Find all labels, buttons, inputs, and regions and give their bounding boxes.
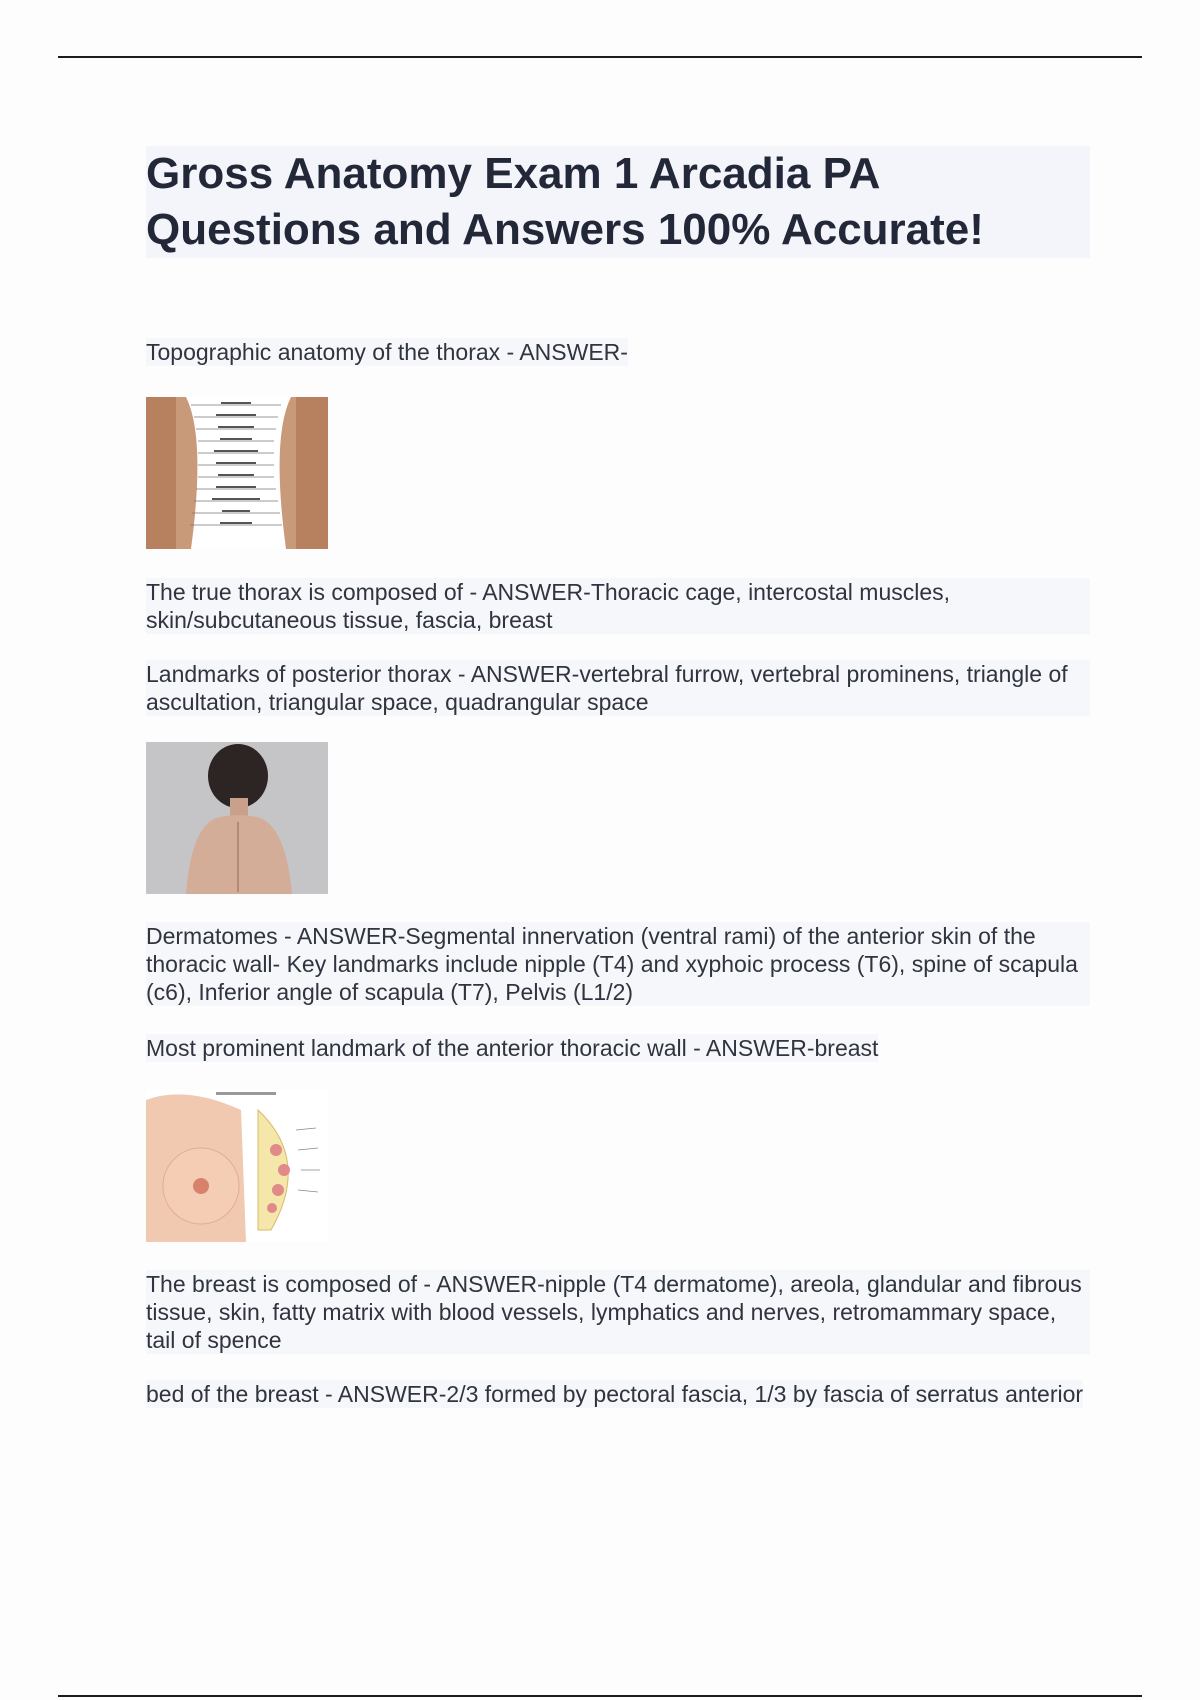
posterior-thorax-image [146,742,328,894]
qa-item [146,338,1090,366]
qa-item [146,1270,1090,1354]
qa-item [146,1034,1090,1062]
bottom-rule [58,1695,1142,1697]
qa-text: Dermatomes - ANSWER-Segmental innervation (ventral rami) of the anterior skin of the thoracic wall- Key landmarks include nipple (T4) and xyphoic process (T6), spine of scapula (c6), Inferior angle of scapula (T7), Pelvis (L1/2) [146,922,1090,1006]
top-rule [58,56,1142,58]
qa-item [146,660,1090,716]
qa-text: The breast is composed of - ANSWER-nipple (T4 dermatome), areola, glandular and fibrous tissue, skin, fatty matrix with blood vessels, lymphatics and nerves, retromammary space, tail of spence [146,1270,1090,1354]
qa-item [146,1380,1090,1408]
qa-text: Topographic anatomy of the thorax - ANSWER- [146,339,628,365]
qa-text: bed of the breast - ANSWER-2/3 formed by pectoral fascia, 1/3 by fascia of serratus anterior [146,1381,1084,1407]
qa-text: The true thorax is composed of - ANSWER-Thoracic cage, intercostal muscles, skin/subcutaneous tissue, fascia, breast [146,578,1090,634]
qa-item [146,922,1090,1006]
document-body [146,146,1090,258]
breast-anatomy-image [146,1090,328,1242]
title-line-2: Questions and Answers 100% Accurate! [146,205,984,254]
title-line-1: Gross Anatomy Exam 1 Arcadia PA [146,149,881,198]
document-title [146,146,1090,258]
qa-item [146,578,1090,634]
qa-text: Most prominent landmark of the anterior thoracic wall - ANSWER-breast [146,1035,879,1061]
thorax-topography-image [146,397,328,549]
qa-text: Landmarks of posterior thorax - ANSWER-vertebral furrow, vertebral prominens, triangle of ascultation, triangular space, quadrangular space [146,660,1090,716]
